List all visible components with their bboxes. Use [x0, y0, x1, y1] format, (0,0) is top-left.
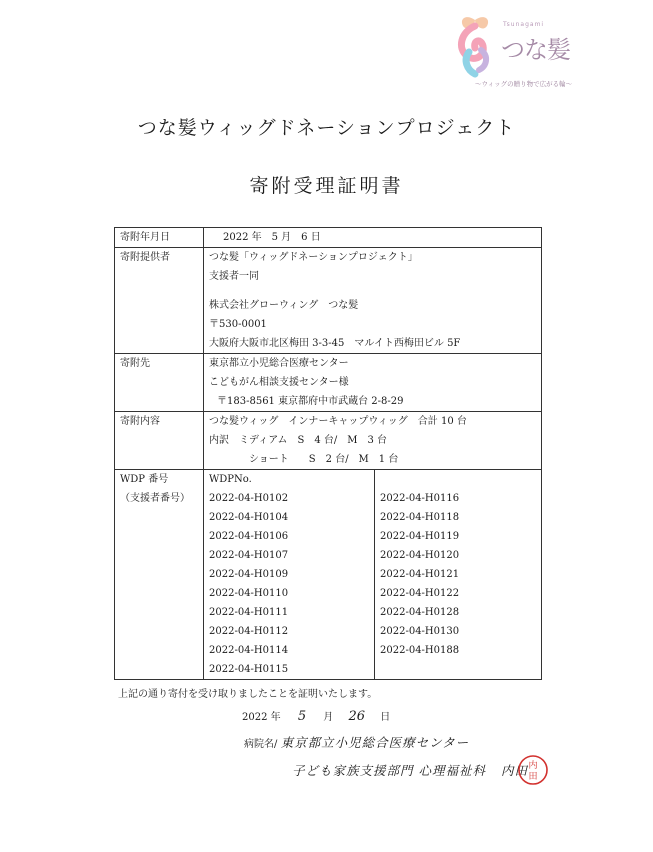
content-line: 内訳 ミディアム S 4 台/ M 3 台: [209, 435, 388, 446]
wdp-number: 2022-04-H0106: [209, 531, 289, 542]
wdp-number: 2022-04-H0111: [209, 607, 289, 618]
wdp-number: 2022-04-H0115: [209, 664, 289, 675]
wdp-number: 2022-04-H0107: [209, 550, 289, 561]
ribbon-logo-icon: [445, 12, 505, 80]
wdp-number: 2022-04-H0112: [209, 626, 289, 637]
wdp-number: 2022-04-H0114: [209, 645, 289, 656]
content-row: [115, 412, 542, 470]
date-value: 2022 年 5 月 6 日: [223, 232, 321, 243]
recipient-line: 〒183-8561 東京都府中市武蔵台 2-8-29: [217, 396, 404, 407]
recipient-label: 寄附先: [115, 354, 204, 412]
date-row: [115, 228, 542, 248]
certificate-table: [114, 227, 542, 680]
logo: [445, 12, 625, 92]
seal-stamp-text: 内: [528, 761, 538, 771]
wdp-number: 2022-04-H0128: [380, 607, 460, 618]
department-name: 子ども家族支援部門 心理福祉科: [292, 763, 486, 778]
issue-day: 26: [348, 709, 366, 724]
wdp-number: 2022-04-H0121: [380, 569, 460, 580]
hospital-name: 東京都立小児総合医療センター: [280, 735, 470, 750]
hospital-label: 病院名/: [244, 739, 278, 750]
wdp-number: 2022-04-H0109: [209, 569, 289, 580]
provider-line: つな髪「ウィッグドネーションプロジェクト」: [209, 252, 418, 263]
date-label: 寄附年月日: [115, 228, 204, 248]
logo-tagline: 〜ウィッグの贈り物で広がる輪〜: [475, 80, 573, 88]
document-subtitle: 寄附受理証明書: [249, 175, 404, 197]
wdp-number: 2022-04-H0119: [380, 531, 460, 542]
logo-word: つな髪: [501, 36, 570, 64]
department-line: [292, 761, 528, 779]
wdp-number: 2022-04-H0130: [380, 626, 460, 637]
recipient-line: こどもがん相談支援センター様: [209, 377, 349, 388]
provider-line: 大阪府大阪市北区梅田 3-3-45 マルイト西梅田ビル 5F: [209, 338, 461, 349]
provider-line: 株式会社グローウィング つな髪: [209, 300, 359, 311]
issue-month: 5: [297, 709, 307, 724]
provider-line: 〒530-0001: [209, 319, 267, 330]
hospital-line: [244, 733, 469, 751]
wdp-number: 2022-04-H0120: [380, 550, 460, 561]
wdp-row: [115, 470, 542, 680]
wdp-header: WDPNo.: [209, 474, 252, 485]
issue-month-unit: 月: [323, 712, 334, 723]
wdp-number: 2022-04-H0188: [380, 645, 460, 656]
logo-small-text: Tsunagami: [503, 21, 545, 28]
wdp-label: WDP 番号: [120, 474, 169, 485]
issue-day-unit: 日: [380, 712, 391, 723]
provider-line: 支援者一同: [209, 271, 259, 282]
wdp-number: 2022-04-H0102: [209, 493, 289, 504]
content-line: ショート S 2 台/ M 1 台: [249, 454, 399, 465]
wdp-number: 2022-04-H0116: [380, 493, 460, 504]
provider-label: 寄附提供者: [115, 248, 204, 354]
recipient-row: [115, 354, 542, 412]
seal-stamp-icon: [517, 754, 549, 786]
certification-note: 上記の通り寄付を受け取りましたことを証明いたします。: [118, 689, 378, 700]
wdp-number: 2022-04-H0110: [209, 588, 289, 599]
content-line: つな髪ウィッグ インナーキャップウィッグ 合計 10 台: [209, 416, 467, 427]
issue-year: 2022 年: [242, 712, 281, 723]
wdp-sublabel: （支援者番号）: [120, 493, 190, 504]
document-title: つな髪ウィッグドネーションプロジェクト: [137, 117, 516, 139]
issue-date: [242, 708, 390, 724]
wdp-number: 2022-04-H0118: [380, 512, 460, 523]
wdp-number: 2022-04-H0104: [209, 512, 289, 523]
recipient-line: 東京都立小児総合医療センター: [209, 358, 349, 369]
signature: 内田: [500, 763, 528, 778]
wdp-number: 2022-04-H0122: [380, 588, 460, 599]
content-label: 寄附内容: [115, 412, 204, 470]
provider-row: [115, 248, 542, 354]
seal-stamp-text-2: 田: [528, 772, 538, 782]
